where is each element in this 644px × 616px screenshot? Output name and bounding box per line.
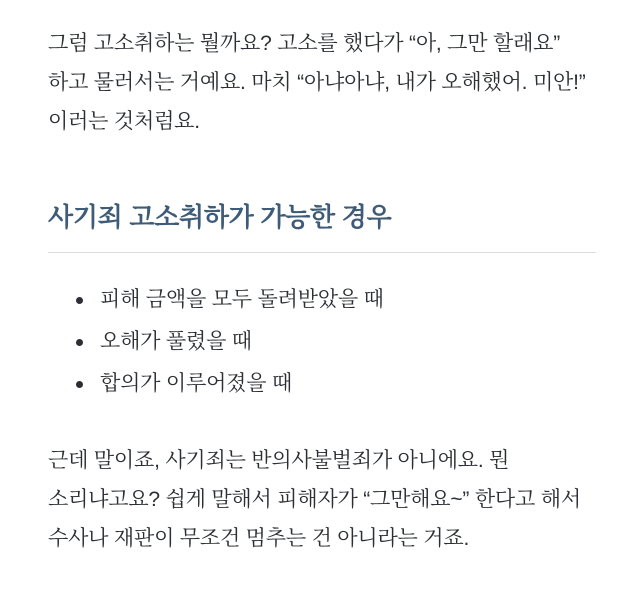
conditions-list bbox=[48, 279, 596, 405]
list-item bbox=[100, 279, 596, 321]
list-item bbox=[100, 363, 596, 405]
outro-paragraph: 근데 말이죠, 사기죄는 반의사불벌죄가 아니에요. 뭔 소리냐고요? 쉽게 말해서 피해자가 “그만해요~” 한다고 해서 수사나 재판이 무조건 멈추는 건 아니라는 거죠. bbox=[48, 449, 581, 550]
list-item-label: 피해 금액을 모두 돌려받았을 때 bbox=[100, 288, 384, 311]
intro-paragraph: 그럼 고소취하는 뭘까요? 고소를 했다가 “아, 그만 할래요” 하고 물러서는 거예요. 마치 “아냐아냐, 내가 오해했어. 미안!” 이러는 것처럼요. bbox=[48, 32, 586, 133]
bullet-dot-icon bbox=[76, 339, 83, 346]
list-item bbox=[100, 321, 596, 363]
bullet-dot-icon bbox=[76, 297, 83, 304]
bullet-dot-icon bbox=[76, 381, 83, 388]
list-item-label: 오해가 풀렸을 때 bbox=[100, 330, 252, 353]
list-item-label: 합의가 이루어졌을 때 bbox=[100, 372, 293, 395]
section-heading: 사기죄 고소취하가 가능한 경우 bbox=[48, 197, 596, 253]
